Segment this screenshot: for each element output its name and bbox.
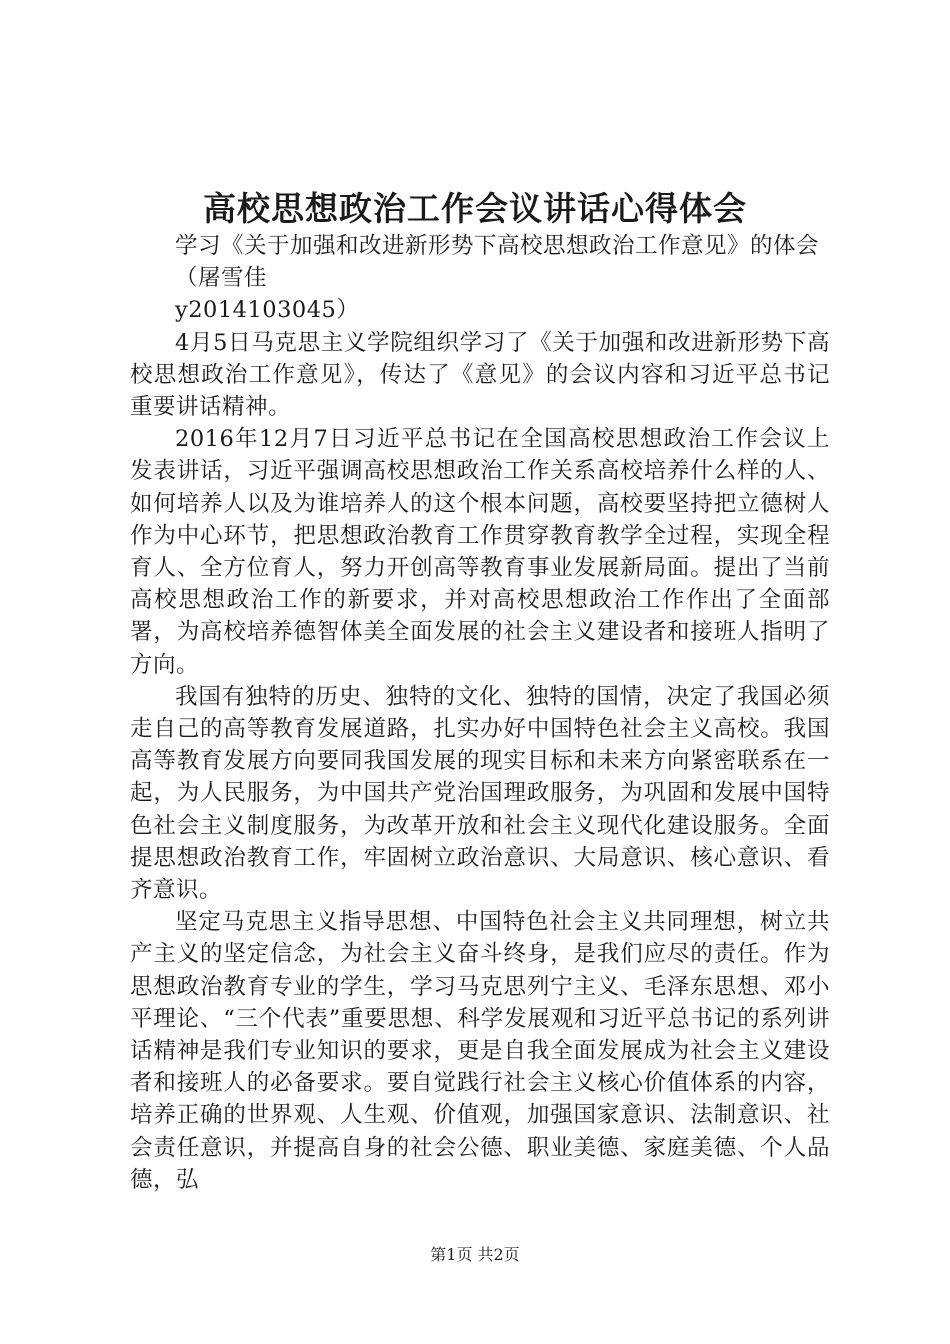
body-paragraph: 坚定马克思主义指导思想、中国特色社会主义共同理想，树立共产主义的坚定信念，为社会主义奋斗终身，是我们应尽的责任。作为思想政治教育专业的学生，学习马克思列宁主义、毛泽东思想、邓小平理论、“三个代表”重要思想、科学发展观和习近平总书记的系列讲话精神是我们专业知识的要求，更是自我全面发展成为社会主义建设者和接班人的必备要求。要自觉践行社会主义核心价值体系的内容，培养正确的世界观、人生观、价值观，加强国家意识、法制意识、社会责任意识，并提高自身的社会公德、职业美德、家庭美德、个人品德，弘 [130, 909, 830, 1193]
body-paragraph: 4月5日马克思主义学院组织学习了《关于加强和改进新形势下高校思想政治工作意见》，传达了《意见》的会议内容和习近平总书记重要讲话精神。 [130, 329, 830, 421]
document-body [130, 230, 830, 1196]
body-paragraph: 2016年12月7日习近平总书记在全国高校思想政治工作会议上发表讲话，习近平强调高校思想政治工作关系高校培养什么样的人、如何培养人以及为谁培养人的这个根本问题，高校要坚持把立德树人作为中心环节，把思想政治教育工作贯穿教育教学全过程，实现全程育人、全方位育人，努力开创高等教育事业发展新局面。提出了当前高校思想政治工作的新要求，并对高校思想政治工作作出了全面部署，为高校培养德智体美全面发展的社会主义建设者和接班人指明了方向。 [130, 426, 830, 678]
body-paragraph: 我国有独特的历史、独特的文化、独特的国情，决定了我国必须走自己的高等教育发展道路，扎实办好中国特色社会主义高校。我国高等教育发展方向要同我国发展的现实目标和未来方向紧密联系在一起，为人民服务，为中国共产党治国理政服务，为巩固和发展中国特色社会主义制度服务，为改革开放和社会主义现代化建设服务。全面提思想政治教育工作，牢固树立政治意识、大局意识、核心意识、看齐意识。 [130, 683, 830, 904]
author-name-line: （屠雪佳 [175, 265, 268, 292]
page-number-footer: 第1页 共2页 [430, 1245, 520, 1264]
subtitle-paragraph: 学习《关于加强和改进新形势下高校思想政治工作意见》的体会 [175, 233, 820, 259]
student-id-line: y2014103045） [175, 297, 360, 324]
document-title: 高校思想政治工作会议讲话心得体会 [203, 189, 747, 228]
